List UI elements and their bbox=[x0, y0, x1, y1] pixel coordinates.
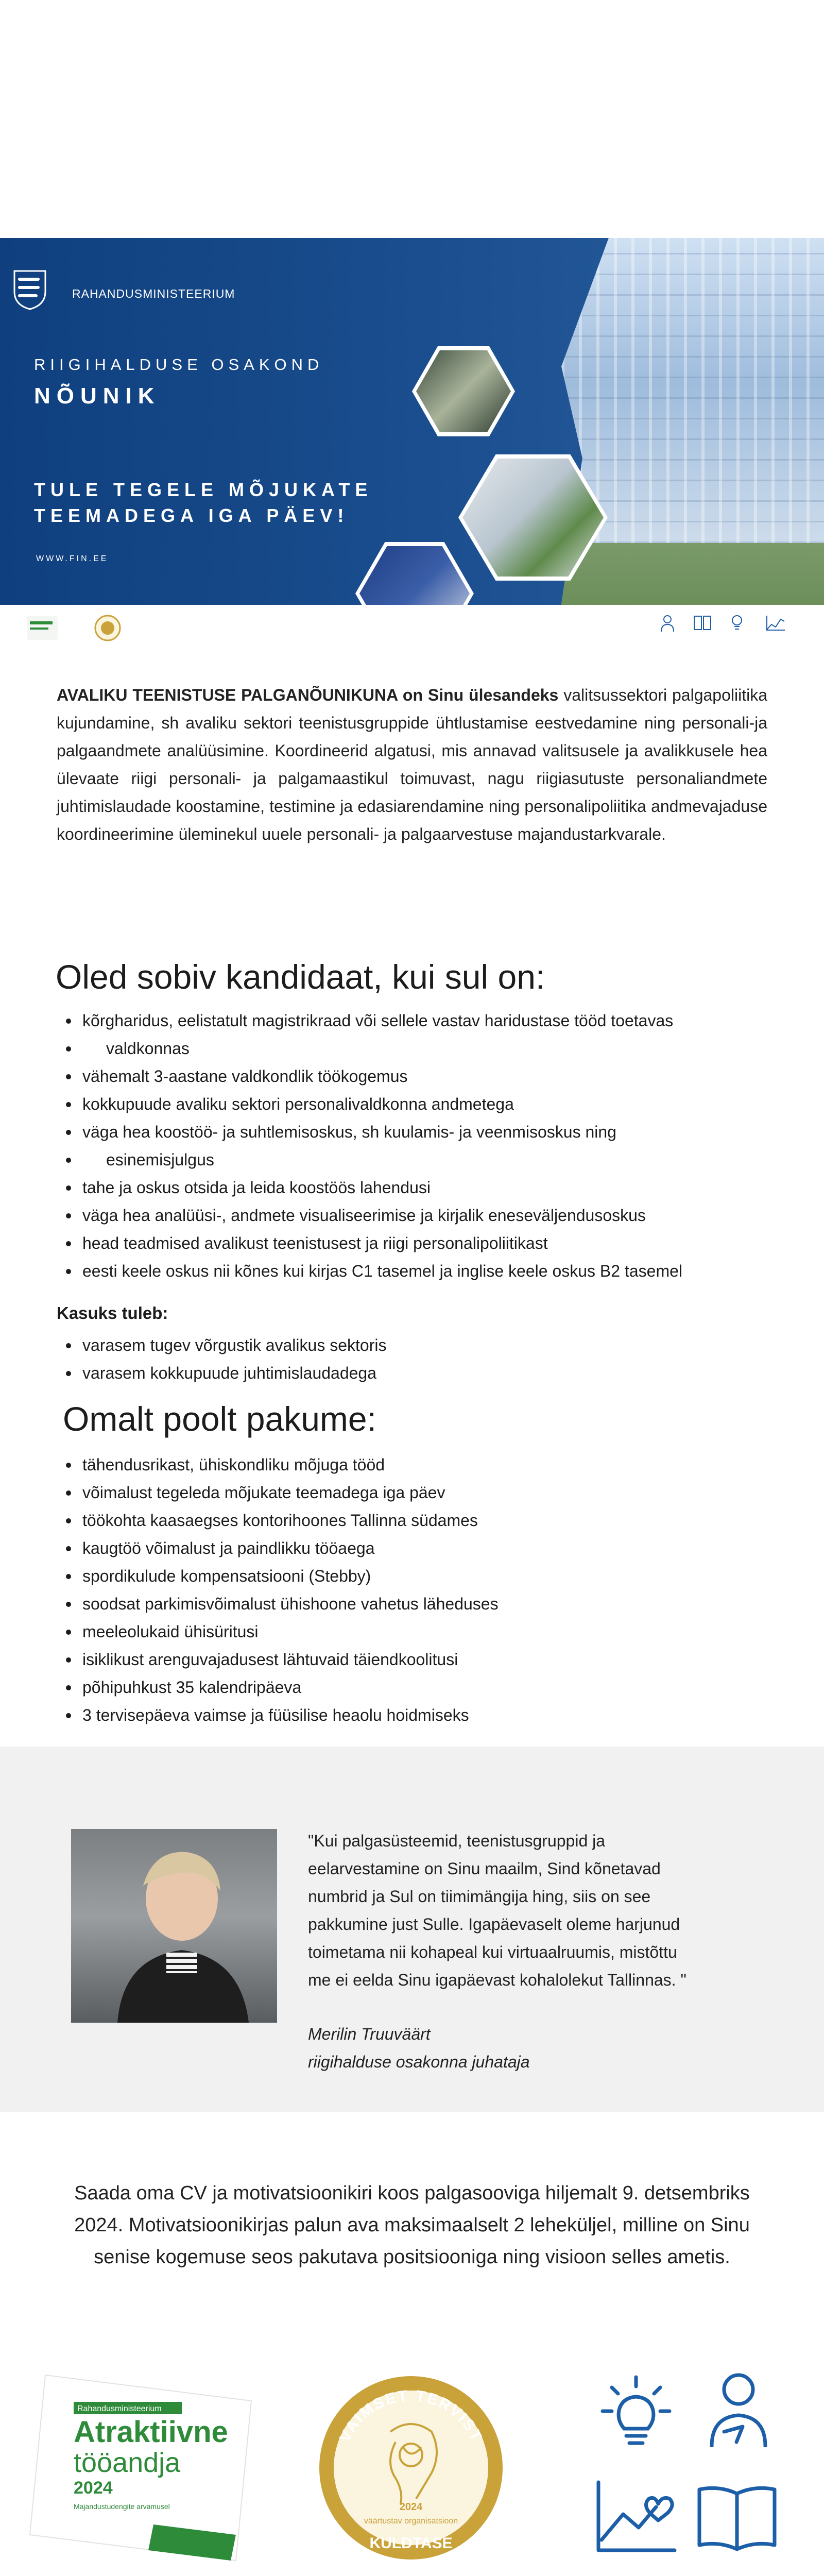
list-item: kõrgharidus, eelistatult magistrikraad või sellele vastav haridustase tööd toetavas bbox=[57, 1007, 778, 1035]
person-mini-icon bbox=[659, 614, 676, 633]
apply-line: Saada oma CV ja motivatsioonikiri koos palgasooviga hiljemalt 9. detsembriks bbox=[74, 2182, 750, 2204]
quote-line: eelarvestamine on Sinu maailm, Sind kõnetavad bbox=[308, 1859, 661, 1878]
quote-text bbox=[308, 1827, 730, 1994]
list-item: töökohta kaasaegses kontorihoones Tallinna südames bbox=[57, 1506, 778, 1534]
list-item: spordikulude kompensatsiooni (Stebby) bbox=[57, 1562, 778, 1590]
health-mini-badge bbox=[94, 614, 122, 642]
list-item: eesti keele oskus nii kõnes kui kirjas C1 tasemel ja inglise keele oskus B2 tasemel bbox=[57, 1257, 778, 1285]
application-instructions bbox=[31, 2177, 793, 2273]
open-book-icon bbox=[693, 2478, 781, 2555]
bonus-heading: Kasuks tuleb: bbox=[57, 1303, 168, 1323]
quote-author-photo bbox=[71, 1829, 277, 2023]
list-item: tahe ja oskus otsida ja leida koostöös lahendusi bbox=[57, 1174, 778, 1201]
office-building-photo bbox=[561, 238, 824, 605]
candidate-requirements-list bbox=[57, 1007, 778, 1285]
employer-badge-sub: Majandustudengite arvamusel bbox=[74, 2502, 170, 2511]
list-item: tähendusrikast, ühiskondliku mõjuga tööd bbox=[57, 1451, 778, 1479]
bonus-list bbox=[57, 1331, 778, 1387]
employer-badge-top: Rahandusministeerium bbox=[77, 2404, 162, 2413]
employer-mini-badge bbox=[27, 616, 58, 640]
lightbulb-icon bbox=[592, 2371, 680, 2448]
list-item: isiklikust arenguvajadusest lähtuvaid täiendkoolitusi bbox=[57, 1646, 778, 1673]
growth-chart-icon bbox=[592, 2478, 680, 2555]
list-item: vähemalt 3-aastane valdkondlik töökogemus bbox=[57, 1062, 778, 1090]
book-mini-icon bbox=[693, 614, 712, 632]
health-badge-level: KULDTASE bbox=[369, 2535, 453, 2552]
role-lead-bold: AVALIKU TEENISTUSE PALGANÕUNIKUNA on Sinu ülesandeks bbox=[57, 686, 559, 704]
employer-badge-title-2: tööandja bbox=[74, 2447, 181, 2478]
hero-banner bbox=[0, 238, 824, 605]
hero-website[interactable]: WWW.FIN.EE bbox=[36, 554, 109, 563]
list-item: põhipuhkust 35 kalendripäeva bbox=[57, 1673, 778, 1701]
job-title: NÕUNIK bbox=[34, 383, 161, 409]
person-writing-icon bbox=[693, 2370, 781, 2447]
health-badge-top: VAIMSET TERVIST bbox=[336, 2387, 486, 2445]
coat-of-arms-icon bbox=[11, 269, 48, 310]
quote-line: pakkumine just Sulle. Igapäevaselt oleme harjunud bbox=[308, 1915, 680, 1934]
list-item: soodsat parkimisvõimalust ühishoone vahetus läheduses bbox=[57, 1590, 778, 1618]
role-description bbox=[57, 681, 767, 848]
health-badge-sub: väärtustav organisatsioon bbox=[364, 2517, 458, 2526]
quote-author-role: riigihalduse osakonna juhataja bbox=[308, 2053, 530, 2071]
employer-badge-title-1: Atraktiivne bbox=[74, 2415, 228, 2449]
list-item: valdkonnas bbox=[57, 1035, 778, 1062]
candidate-heading: Oled sobiv kandidaat, kui sul on: bbox=[56, 958, 545, 996]
quote-line: me ei eelda Sinu igapäevast kohalolekut Tallinnas. " bbox=[308, 1971, 686, 1989]
mental-health-gold-badge bbox=[313, 2370, 509, 2566]
quote-author-name: Merilin Truuväärt bbox=[308, 2025, 431, 2043]
list-item: väga hea analüüsi-, andmete visualiseerimise ja kirjalik eneseväljendusoskus bbox=[57, 1201, 778, 1229]
role-lead-text: valitsussektori palgapoliitika kujundamine, sh avaliku sektori teenistusgruppide ühtlustamise eestvedamine ning personali-ja palgaandmete analüüsimine. Koordineerid algatusi, mis annavad valitsusele ja avalikkusele hea ülevaate riigi personali- ja palgamaastikul toimuvast, nagu riigiasutuste personaliandmete juhtimislaudade koostamine, testimine ja edasiarendamine ning personalipoliitika andmevajaduse koordineerimine üleminekul uuele personali- ja palgaarvestuse majandustarkvarale. bbox=[57, 686, 768, 843]
chart-mini-icon bbox=[765, 614, 786, 632]
list-item: esinemisjulgus bbox=[57, 1146, 778, 1174]
list-item: varasem kokkupuude juhtimislaudadega bbox=[57, 1359, 778, 1387]
employer-badge-year: 2024 bbox=[74, 2478, 113, 2498]
attractive-employer-badge bbox=[25, 2370, 256, 2566]
list-item: head teadmised avalikust teenistusest ja riigi personalipoliitikast bbox=[57, 1229, 778, 1257]
list-item: 3 tervisepäeva vaimse ja füüsilise heaolu hoidmiseks bbox=[57, 1701, 778, 1729]
quote-line: toimetama nii kohapeal kui virtuaalruumis, mistõttu bbox=[308, 1943, 677, 1961]
apply-line: 2024. Motivatsioonikirjas palun ava maksimaalselt 2 leheküljel, milline on Sinu bbox=[74, 2214, 750, 2236]
apply-line: senise kogemuse seos pakutava positsiooniga ning visioon selles ametis. bbox=[94, 2246, 730, 2268]
department-name: RIIGIHALDUSE OSAKOND bbox=[34, 355, 324, 374]
tagline-line-2: TEEMADEGA IGA PÄEV! bbox=[34, 505, 349, 526]
list-item: meeleolukaid ühisüritusi bbox=[57, 1618, 778, 1646]
offer-heading: Omalt poolt pakume: bbox=[63, 1400, 376, 1438]
list-item: varasem tugev võrgustik avalikus sektoris bbox=[57, 1331, 778, 1359]
tagline-line-1: TULE TEGELE MÕJUKATE bbox=[34, 479, 373, 500]
list-item: väga hea koostöö- ja suhtlemisoskus, sh kuulamis- ja veenmisoskus ning bbox=[57, 1118, 778, 1146]
list-item: võimalust tegeleda mõjukate teemadega iga päev bbox=[57, 1479, 778, 1506]
offer-list bbox=[57, 1451, 778, 1729]
list-item: kaugtöö võimalust ja paindlikku tööaega bbox=[57, 1534, 778, 1562]
quote-line: "Kui palgasüsteemid, teenistusgruppid ja bbox=[308, 1832, 606, 1850]
quote-line: numbrid ja Sul on tiimimängija hing, siis on see bbox=[308, 1887, 651, 1906]
list-item: kokkupuude avaliku sektori personalivaldkonna andmetega bbox=[57, 1090, 778, 1118]
bulb-mini-icon bbox=[728, 613, 746, 633]
health-badge-year: 2024 bbox=[399, 2501, 423, 2513]
ministry-name: RAHANDUSMINISTEERIUM bbox=[72, 287, 235, 300]
